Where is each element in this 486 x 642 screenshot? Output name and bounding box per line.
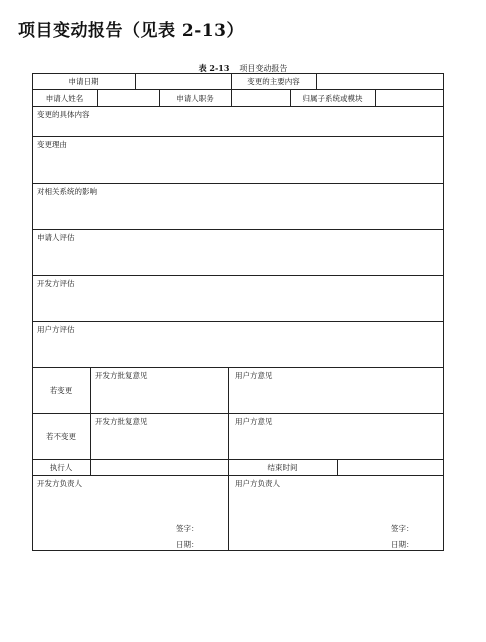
col-divider: [228, 367, 229, 551]
developer-eval-label: 开发方评估: [37, 279, 75, 288]
apply-date-label: 申请日期: [68, 77, 99, 86]
dev-approval-label-1: 开发方批复意见: [95, 371, 148, 380]
row-divider: [32, 275, 444, 276]
row-divider: [32, 106, 444, 107]
col-divider: [375, 89, 376, 106]
applicant-role-label: 申请人职务: [176, 94, 214, 103]
row-divider: [32, 413, 444, 414]
applicant-name-label: 申请人姓名: [45, 94, 84, 103]
user-manager-label: 用户方负责人: [235, 479, 280, 488]
row-divider: [32, 367, 444, 368]
executor-label: 执行人: [49, 463, 73, 472]
dev-date-label: 日期：: [176, 540, 199, 549]
subsystem-label: 归属子系统或模块: [302, 94, 363, 103]
col-divider: [90, 367, 91, 475]
change-detail-label: 变更的具体内容: [37, 110, 90, 119]
col-divider: [231, 89, 232, 106]
row-divider: [32, 459, 444, 460]
if-change-label: 若变更: [49, 386, 73, 395]
dev-approval-label-2: 开发方批复意见: [95, 417, 148, 426]
row-divider: [32, 229, 444, 230]
row-divider: [32, 321, 444, 322]
row-divider: [32, 183, 444, 184]
end-time-label: 结束时间: [267, 463, 298, 472]
col-divider: [135, 73, 136, 89]
dev-manager-label: 开发方负责人: [37, 479, 82, 488]
main-change-label: 变更的主要内容: [247, 77, 300, 86]
col-divider: [316, 73, 317, 89]
change-reason-label: 变更理由: [37, 140, 67, 149]
system-impact-label: 对相关系统的影响: [37, 187, 97, 196]
applicant-eval-label: 申请人评估: [37, 233, 75, 242]
table-number: 表 2-13: [198, 63, 230, 73]
row-divider: [32, 136, 444, 137]
user-eval-label: 用户方评估: [37, 325, 75, 334]
user-signature-label: 签字：: [391, 524, 414, 533]
col-divider: [337, 459, 338, 475]
col-divider: [97, 89, 98, 106]
dev-signature-label: 签字：: [176, 524, 199, 533]
user-opinion-label-2: 用户方意见: [235, 417, 273, 426]
if-no-change-label: 若不变更: [46, 432, 76, 441]
user-date-label: 日期：: [391, 540, 414, 549]
page-title: 项目变动报告（见表 2-13）: [18, 21, 244, 41]
row-divider: [32, 475, 444, 476]
user-opinion-label-1: 用户方意见: [235, 371, 273, 380]
row-divider: [32, 89, 444, 90]
table-title: 项目变动报告: [239, 64, 288, 73]
